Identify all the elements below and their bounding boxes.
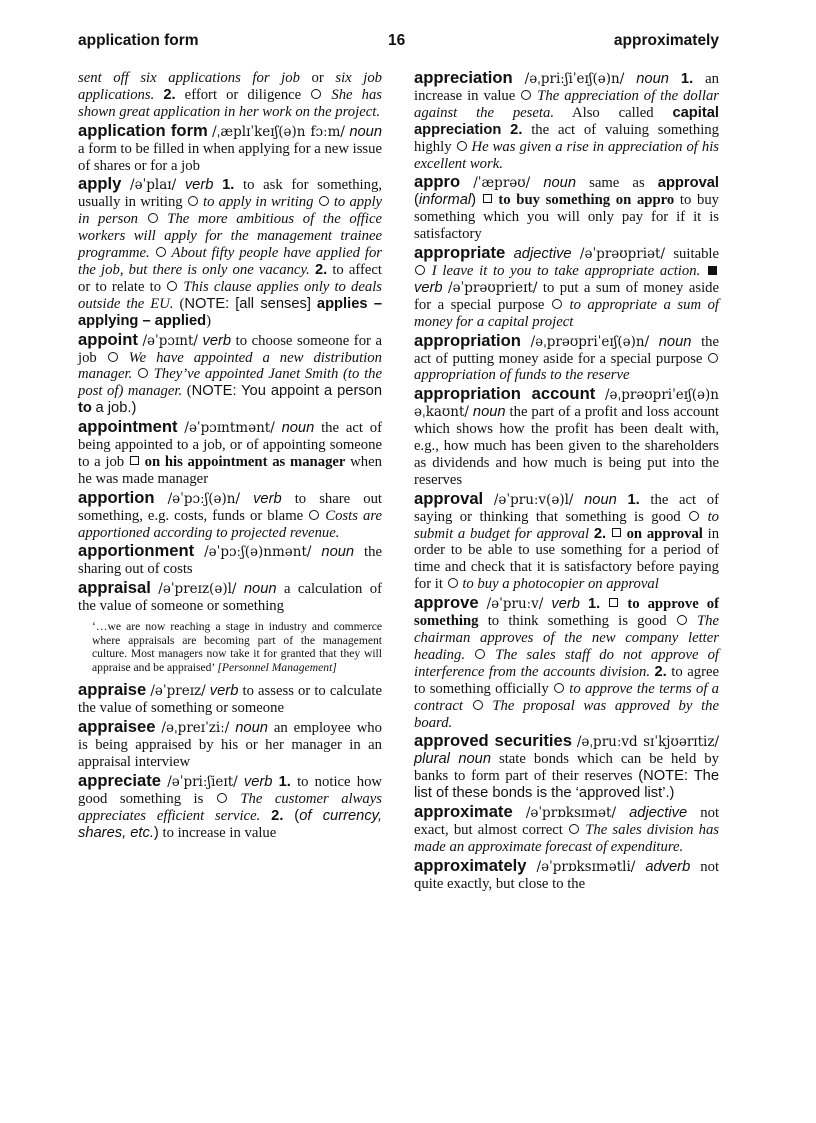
headword: appreciate bbox=[78, 771, 162, 790]
note-bracket: ( bbox=[179, 295, 185, 312]
pronunciation: /əˈpɔːʃ(ə)n/ bbox=[167, 490, 241, 507]
example: to approve the terms of a contract bbox=[414, 680, 720, 714]
part-of-speech: adjective bbox=[513, 246, 572, 263]
headword: appraise bbox=[78, 680, 147, 700]
definition: to notice how good something is bbox=[78, 774, 383, 807]
part-of-speech: verb bbox=[209, 683, 239, 700]
definition: to affect or to relate to bbox=[78, 261, 383, 295]
label-bracket: ( bbox=[414, 192, 419, 209]
pronunciation: /əˌpruːvd sɪˈkjʊərɪtiz/ bbox=[576, 734, 719, 751]
pronunciation: /əˈpruːv/ bbox=[486, 596, 544, 613]
definition: to share out something, e.g. costs, funds or blame bbox=[78, 490, 383, 524]
pronunciation: /əˌprəʊpriˈeɪʃ(ə)n əˌkaʊnt/ bbox=[414, 387, 719, 421]
sense-number: 1. bbox=[627, 491, 640, 508]
quote-source: [Personnel Management] bbox=[217, 660, 337, 674]
definition: the act of putting money aside for a special purpose bbox=[414, 333, 720, 367]
headword: appoint bbox=[78, 329, 138, 349]
text: or bbox=[311, 70, 324, 86]
entry-appointment bbox=[78, 419, 382, 488]
part-of-speech: noun bbox=[636, 71, 669, 87]
citation-quote bbox=[78, 620, 382, 674]
sense-bracket: ( bbox=[294, 807, 300, 824]
sense-number: 2. bbox=[271, 807, 284, 824]
definition: same as bbox=[589, 175, 645, 192]
part-of-speech: noun bbox=[584, 491, 617, 508]
headword: apply bbox=[78, 174, 122, 194]
sense-number: 1. bbox=[588, 596, 601, 613]
left-column bbox=[78, 70, 382, 844]
headword: approximately bbox=[414, 855, 527, 875]
sense-number: 2. bbox=[654, 663, 667, 680]
sense-number: 2. bbox=[163, 86, 176, 103]
circle-bullet-icon bbox=[311, 89, 321, 99]
example: About fifty people have applied for the job, but there is only one vacancy. bbox=[78, 245, 383, 278]
example: The chairman approves of the new company letter heading. bbox=[414, 613, 720, 663]
definition: to think something is good bbox=[487, 613, 667, 630]
circle-bullet-icon bbox=[689, 511, 699, 521]
part-of-speech: noun bbox=[243, 581, 277, 598]
entry-apportion bbox=[78, 487, 383, 542]
pronunciation: /ˌæplɪˈkeɪʃ(ə)n fɔːm/ bbox=[212, 123, 345, 140]
example: The sales staff do not approve of interference from the accounts division. bbox=[414, 646, 720, 680]
part-of-speech: plural noun bbox=[414, 751, 491, 768]
example: She has shown great application in her work on the project. bbox=[78, 86, 383, 120]
example: sent off six applications for job bbox=[78, 70, 300, 86]
note-text: You appoint a person bbox=[241, 383, 383, 400]
definition: not quite exactly, but close to the bbox=[414, 858, 720, 892]
note-text: The list of these bonds is the ‘approved list’.) bbox=[414, 768, 720, 802]
pronunciation: /əˈpreɪz/ bbox=[150, 683, 206, 700]
square-bullet-icon bbox=[612, 528, 621, 537]
entry-apportionment bbox=[78, 543, 382, 578]
circle-bullet-icon bbox=[448, 578, 458, 588]
entry-application-continued bbox=[78, 70, 382, 121]
sense-number: 2. bbox=[510, 121, 523, 138]
sense-number: 2. bbox=[314, 261, 328, 278]
entry-appreciate bbox=[78, 773, 382, 842]
circle-bullet-icon bbox=[415, 265, 425, 275]
part-of-speech: verb bbox=[253, 490, 282, 507]
entry-appropriation bbox=[414, 330, 720, 385]
headword: application form bbox=[78, 120, 208, 140]
entry-appoint bbox=[78, 329, 383, 418]
cross-reference-term: capital appreciation bbox=[414, 104, 719, 138]
pronunciation: /əˈpɔɪntmənt/ bbox=[184, 420, 275, 437]
headword: approximate bbox=[414, 802, 513, 822]
headword: appraisal bbox=[78, 578, 151, 598]
circle-bullet-icon bbox=[188, 196, 198, 206]
pronunciation: /əˈpruːv(ə)l/ bbox=[493, 491, 574, 508]
headword: approve bbox=[414, 593, 479, 613]
circle-bullet-icon bbox=[552, 299, 562, 309]
headword: apportionment bbox=[78, 541, 195, 561]
sense-number: 1. bbox=[222, 177, 235, 194]
definition: to ask for something, usually in writing bbox=[78, 177, 382, 211]
circle-bullet-icon bbox=[167, 281, 177, 291]
headword: appropriation account bbox=[414, 384, 596, 404]
definition: a form to be filled in when applying for a new issue of shares or for a job bbox=[78, 140, 382, 174]
example: The proposal was approved by the board. bbox=[414, 697, 720, 731]
pronunciation: /əˌprəʊpriˈeɪʃ(ə)n/ bbox=[530, 333, 650, 350]
definition: in order to be able to use something for a period of time and check that it is satisfactory before paying for it bbox=[414, 525, 720, 593]
note-text: a job.) bbox=[95, 400, 137, 417]
note-bracket: ( bbox=[638, 768, 644, 785]
note-bracket: ( bbox=[186, 383, 192, 400]
entry-appreciation bbox=[414, 70, 719, 172]
headword: apportion bbox=[78, 487, 155, 507]
pronunciation: /əˈpreɪz(ə)l/ bbox=[158, 581, 237, 598]
pronunciation: /əˈprɒksɪmət/ bbox=[525, 805, 616, 822]
example: to submit a budget for approval bbox=[414, 508, 719, 542]
part-of-speech: verb bbox=[202, 332, 232, 349]
pronunciation: /əˈpɔːʃ(ə)nmənt/ bbox=[204, 544, 312, 561]
definition: not exact, but almost correct bbox=[414, 805, 720, 838]
pronunciation: /əˈprəʊpriət/ bbox=[579, 246, 666, 263]
part-of-speech: verb bbox=[243, 774, 273, 790]
part-of-speech: noun bbox=[235, 720, 268, 737]
circle-bullet-icon bbox=[319, 196, 329, 206]
header-first-guide-word: application form bbox=[78, 32, 199, 49]
quote-text: ‘…we are now reaching a stage in industry and commerce where appraisals are becoming part of the management culture. Most managers now take it for granted that they will appraise and be appraised’ bbox=[92, 620, 382, 674]
definition: the part of a profit and loss account which shows how the profit has been dealt with, e.g., how much has been given to the shareholders as dividends and how much is being put into the reserves bbox=[414, 404, 719, 488]
definition: to assess or to calculate the value of something or someone bbox=[78, 683, 383, 717]
part-of-speech: noun bbox=[472, 404, 506, 421]
pronunciation: /əˈprəʊprieɪt/ bbox=[448, 279, 538, 296]
pronunciation: /əˈpriːʃieɪt/ bbox=[167, 774, 238, 790]
headword: appointment bbox=[78, 417, 178, 437]
square-bullet-icon bbox=[483, 194, 492, 203]
sense-number: 2. bbox=[593, 525, 607, 542]
definition: when he was made manager bbox=[78, 453, 382, 487]
definition: an increase in value bbox=[414, 71, 720, 104]
entry-approved-securities bbox=[414, 733, 719, 802]
example: to buy a photocopier on approval bbox=[462, 576, 659, 593]
inflected-forms: applies – applying – applied bbox=[78, 295, 383, 329]
black-square-icon bbox=[708, 266, 717, 275]
part-of-speech: noun bbox=[321, 544, 355, 561]
entry-appraise bbox=[78, 682, 382, 717]
note-label: NOTE: bbox=[184, 295, 230, 312]
part-of-speech: verb bbox=[551, 596, 580, 613]
definition: suitable bbox=[673, 246, 720, 263]
definition: a calculation of the value of someone or something bbox=[78, 581, 383, 615]
entry-approximately bbox=[414, 855, 720, 893]
part-of-speech: noun bbox=[658, 333, 692, 350]
example: The appreciation of the dollar against the peseta. bbox=[414, 87, 719, 121]
cross-reference-text: Also called bbox=[572, 104, 654, 121]
example: The sales division has made an approximate forecast of expenditure. bbox=[414, 821, 719, 855]
sense-bracket: ) bbox=[153, 824, 159, 841]
headword: appraisee bbox=[78, 717, 156, 737]
definition: to agree to something officially bbox=[414, 663, 720, 697]
example: He was given a rise in appreciation of his excellent work. bbox=[414, 138, 720, 172]
sense-label: of currency, shares, etc. bbox=[78, 807, 383, 841]
sense-number: 1. bbox=[680, 71, 694, 87]
circle-bullet-icon bbox=[309, 510, 319, 520]
circle-bullet-icon bbox=[138, 368, 148, 378]
entry-appropriate bbox=[414, 245, 719, 331]
entry-approximate bbox=[414, 804, 719, 856]
circle-bullet-icon bbox=[217, 793, 227, 803]
definition: to buy something which you will only pay for if it is satisfactory bbox=[414, 192, 720, 243]
circle-bullet-icon bbox=[457, 141, 467, 151]
definition: effort or diligence bbox=[184, 86, 302, 103]
pronunciation: /ˈæprəʊ/ bbox=[473, 175, 531, 192]
entry-apply bbox=[78, 176, 382, 329]
square-bullet-icon bbox=[609, 598, 618, 607]
part-of-speech: noun bbox=[543, 175, 576, 192]
note-label: NOTE: bbox=[191, 383, 237, 400]
part-of-speech: verb bbox=[414, 279, 443, 296]
headword: approval bbox=[414, 488, 484, 508]
example: to apply in writing bbox=[203, 194, 314, 211]
circle-bullet-icon bbox=[708, 353, 718, 363]
definition: the act of being appointed to a job, or of appointing someone to a job bbox=[78, 420, 383, 470]
pronunciation: /əˌpreɪˈziː/ bbox=[161, 720, 230, 737]
phrase: to buy something on appro bbox=[498, 192, 675, 209]
headword: approved securities bbox=[414, 731, 572, 751]
entry-appro bbox=[414, 174, 719, 243]
definition: to choose someone for a job bbox=[78, 332, 383, 366]
headword: appropriation bbox=[414, 330, 521, 350]
label-bracket: ) bbox=[471, 192, 477, 209]
note-text: [all senses] bbox=[235, 295, 311, 312]
definition: the act of valuing something highly bbox=[414, 121, 719, 155]
note-bracket: ) bbox=[206, 312, 212, 329]
pronunciation: /əˈprɒksɪmətli/ bbox=[536, 858, 636, 875]
note-keyword: to bbox=[78, 400, 92, 417]
circle-bullet-icon bbox=[554, 683, 564, 693]
example: We have appointed a new distribution manager. bbox=[78, 349, 382, 383]
entry-application-form bbox=[78, 120, 383, 175]
example: The more ambitious of the office workers will apply for the management trainee programme. bbox=[78, 211, 382, 262]
headword: appreciation bbox=[414, 68, 513, 87]
circle-bullet-icon bbox=[677, 615, 687, 625]
circle-bullet-icon bbox=[108, 352, 118, 362]
example: The customer always appreciates efficient service. bbox=[78, 790, 383, 824]
phrase: on approval bbox=[626, 525, 703, 542]
example: They’ve appointed Janet Smith (to the post of) manager. bbox=[78, 366, 383, 400]
example: Costs are apportioned according to projected revenue. bbox=[78, 507, 383, 541]
definition: the sharing out of costs bbox=[78, 544, 382, 578]
entry-appraisal bbox=[78, 580, 382, 615]
headword: appropriate bbox=[414, 243, 506, 263]
circle-bullet-icon bbox=[569, 824, 579, 834]
part-of-speech: noun bbox=[349, 123, 383, 140]
example: This clause applies only to deals outside the EU. bbox=[78, 278, 383, 312]
circle-bullet-icon bbox=[156, 247, 166, 257]
part-of-speech: verb bbox=[184, 177, 214, 194]
circle-bullet-icon bbox=[473, 700, 483, 710]
example: six job applications. bbox=[78, 70, 383, 103]
right-column bbox=[414, 70, 719, 895]
example: appropriation of funds to the reserve bbox=[414, 367, 630, 384]
pronunciation: /əˈpɔɪnt/ bbox=[142, 332, 198, 349]
phrase: on his appointment as manager bbox=[144, 453, 346, 470]
usage-label: informal bbox=[418, 192, 472, 209]
note-label: NOTE: bbox=[643, 768, 688, 785]
entry-approve bbox=[414, 595, 719, 731]
part-of-speech: noun bbox=[281, 420, 315, 437]
circle-bullet-icon bbox=[521, 90, 531, 100]
entry-approval bbox=[414, 488, 720, 593]
pronunciation: /əˌpriːʃiˈeɪʃ(ə)n/ bbox=[524, 71, 625, 87]
definition: to increase in value bbox=[162, 824, 277, 841]
circle-bullet-icon bbox=[148, 213, 158, 223]
sense-number: 1. bbox=[278, 774, 291, 790]
entry-appraisee bbox=[78, 719, 382, 771]
cross-reference-term: approval bbox=[657, 175, 720, 192]
definition: an employee who is being appraised by his or her manager in an appraisal interview bbox=[78, 720, 382, 771]
pronunciation: /əˈplaɪ/ bbox=[130, 177, 177, 194]
header-last-guide-word: approximately bbox=[613, 32, 719, 49]
example: to apply in person bbox=[78, 194, 383, 228]
page-number: 16 bbox=[388, 32, 406, 49]
entry-appropriation-account bbox=[414, 386, 719, 488]
square-bullet-icon bbox=[130, 456, 139, 465]
part-of-speech: adverb bbox=[645, 858, 691, 875]
definition: the act of saying or thinking that something is good bbox=[414, 491, 720, 525]
part-of-speech: adjective bbox=[629, 805, 688, 822]
headword: appro bbox=[414, 172, 461, 192]
example: to appropriate a sum of money for a capital project bbox=[414, 296, 720, 330]
definition: state bonds which can be held by banks to form part of their reserves bbox=[414, 751, 719, 785]
phrase: to approve of something bbox=[414, 596, 719, 630]
definition: to put a sum of money aside for a special purpose bbox=[414, 279, 720, 313]
example: I leave it to you to take appropriate action. bbox=[431, 262, 701, 279]
circle-bullet-icon bbox=[475, 649, 485, 659]
